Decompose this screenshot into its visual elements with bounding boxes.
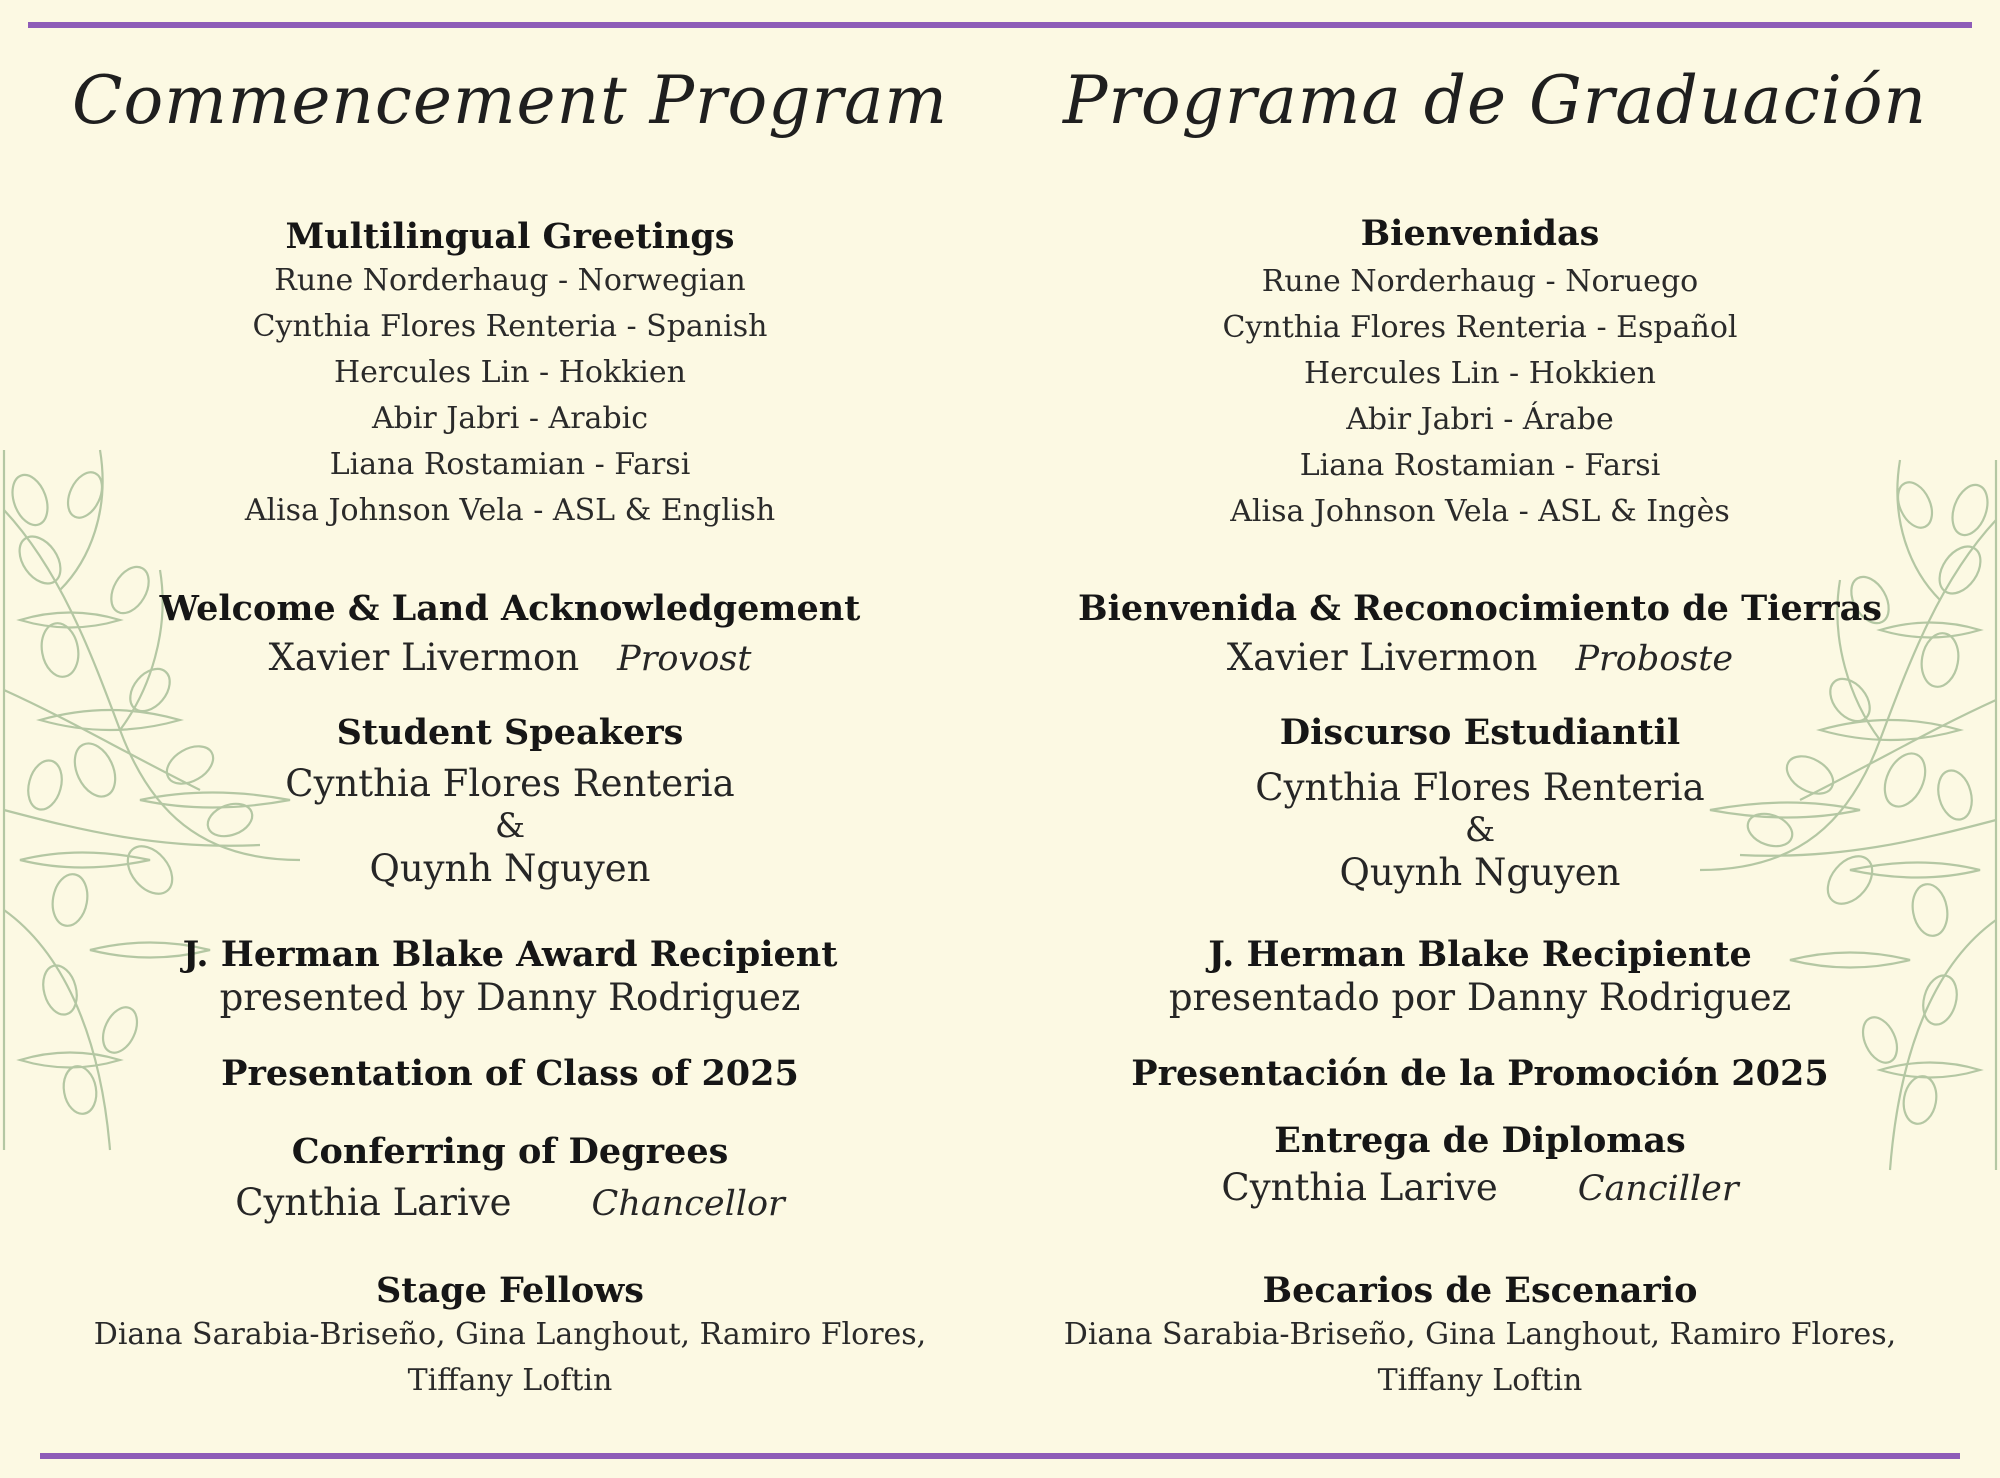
greeting-line: Alisa Johnson Vela - ASL & English — [244, 493, 776, 528]
fellows-line: Diana Sarabia-Briseño, Gina Langhout, Ramiro Flores, — [93, 1317, 927, 1352]
speaker-name: Xavier Livermon — [1226, 636, 1538, 679]
greeting-line: Hercules Lin - Hokkien — [1304, 356, 1656, 391]
greeting-line: Liana Rostamian - Farsi — [1299, 448, 1661, 483]
speaker-role: Canciller — [1577, 1169, 1739, 1209]
fellows-line: Diana Sarabia-Briseño, Gina Langhout, Ramiro Flores, — [1063, 1317, 1897, 1352]
presenter-line: presented by Danny Rodriguez — [219, 976, 801, 1019]
section-heading: Bienvenida & Reconocimiento de Tierras — [1077, 588, 1882, 629]
greeting-line: Cynthia Flores Renteria - Spanish — [252, 309, 768, 344]
greetings-section — [20, 216, 1000, 534]
ampersand: & — [1464, 810, 1496, 851]
greeting-line: Cynthia Flores Renteria - Español — [1222, 310, 1738, 345]
fellows-section — [990, 1270, 1970, 1404]
award-section — [20, 934, 1000, 1020]
welcome-section — [990, 588, 1970, 680]
section-heading: Bienvenidas — [1360, 213, 1600, 254]
page-title: Commencement Program — [71, 62, 949, 139]
presentation-section — [20, 1053, 1000, 1095]
section-heading: Becarios de Escenario — [1262, 1270, 1698, 1311]
ampersand: & — [494, 806, 526, 847]
speaker-name: Cynthia Larive — [235, 1181, 512, 1224]
fellows-line: Tiffany Loftin — [407, 1363, 613, 1398]
award-section — [990, 934, 1970, 1020]
speaker-role: Provost — [617, 639, 752, 679]
section-heading: Welcome & Land Acknowledgement — [159, 588, 861, 629]
degrees-section — [20, 1131, 1000, 1225]
speaker-name: Cynthia Flores Renteria — [1255, 766, 1705, 809]
presentation-section — [990, 1053, 1970, 1095]
section-heading: Student Speakers — [336, 712, 684, 753]
student-speakers-section — [990, 712, 1970, 896]
page-title: Programa de Graduación — [1062, 62, 1928, 139]
section-heading: Entrega de Diplomas — [1274, 1120, 1686, 1161]
welcome-section — [20, 588, 1000, 680]
greeting-line: Alisa Johnson Vela - ASL & Ingès — [1230, 494, 1730, 529]
speaker-name: Cynthia Flores Renteria — [285, 762, 735, 805]
section-heading: J. Herman Blake Award Recipient — [182, 934, 838, 975]
speaker-role: Proboste — [1575, 639, 1734, 679]
section-heading: J. Herman Blake Recipiente — [1208, 934, 1752, 975]
section-heading: Discurso Estudiantil — [1279, 712, 1681, 753]
section-heading: Multilingual Greetings — [285, 216, 735, 257]
top-divider — [28, 22, 1972, 28]
student-speakers-section — [20, 712, 1000, 892]
greeting-line: Abir Jabri - Arabic — [371, 401, 649, 436]
degrees-section — [990, 1120, 1970, 1210]
greeting-line: Rune Norderhaug - Noruego — [1261, 264, 1699, 299]
speaker-role: Chancellor — [591, 1184, 785, 1224]
fellows-line: Tiffany Loftin — [1377, 1363, 1583, 1398]
speaker-name: Quynh Nguyen — [1339, 851, 1621, 895]
section-heading: Presentación de la Promoción 2025 — [1131, 1053, 1829, 1094]
presenter-line: presentado por Danny Rodriguez — [1168, 976, 1792, 1019]
bottom-divider — [40, 1453, 1960, 1459]
greeting-line: Rune Norderhaug - Norwegian — [274, 263, 746, 298]
greeting-line: Abir Jabri - Árabe — [1346, 402, 1614, 437]
section-heading: Presentation of Class of 2025 — [221, 1053, 799, 1094]
greeting-line: Liana Rostamian - Farsi — [329, 447, 691, 482]
section-heading: Stage Fellows — [375, 1270, 645, 1311]
speaker-name: Xavier Livermon — [268, 636, 580, 679]
speaker-name: Quynh Nguyen — [369, 847, 651, 891]
section-heading: Conferring of Degrees — [291, 1131, 729, 1172]
fellows-section — [20, 1270, 1000, 1404]
greetings-section — [990, 213, 1970, 535]
greeting-line: Hercules Lin - Hokkien — [334, 355, 686, 390]
speaker-name: Cynthia Larive — [1221, 1166, 1498, 1209]
